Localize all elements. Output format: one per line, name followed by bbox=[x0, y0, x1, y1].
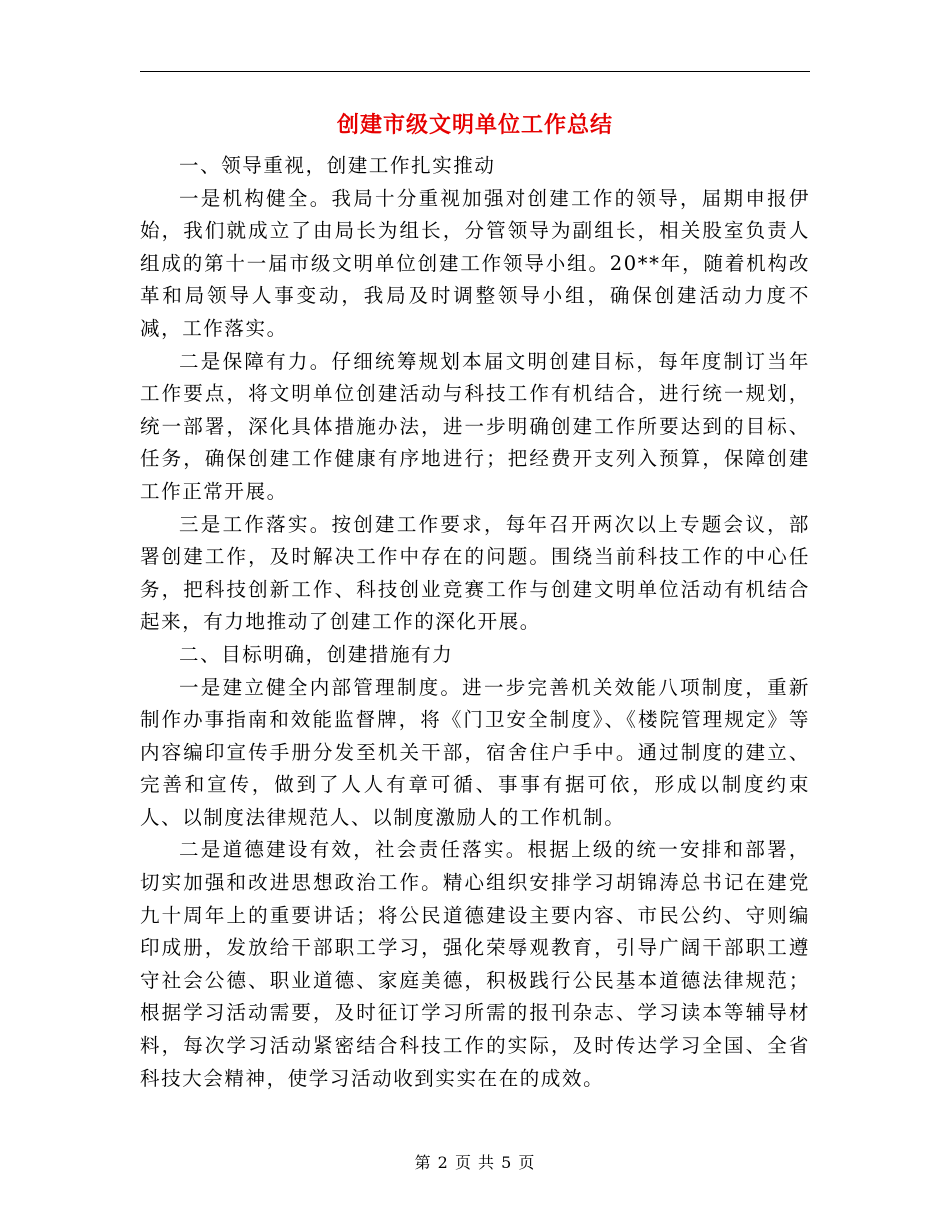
header-rule bbox=[140, 71, 810, 72]
document-title: 创建市级文明单位工作总结 bbox=[336, 112, 613, 138]
page-number: 第 2 页 共 5 页 bbox=[414, 1153, 536, 1172]
paragraph-guarantee: 二是保障有力。仔细统筹规划本届文明创建目标，每年度制订当年工作要点，将文明单位创建活动与科技工作有机结合，进行统一规划，统一部署，深化具体措施办法，进一步明确创建工作所要达到的目标、任务，确保创建工作健康有序地进行；把经费开支列入预算，保障创建工作正常开展。 bbox=[140, 349, 810, 503]
paragraph-implementation: 三是工作落实。按创建工作要求，每年召开两次以上专题会议，部署创建工作，及时解决工作中存在的问题。围绕当前科技工作的中心任务，把科技创新工作、科技创业竞赛工作与创建文明单位活动有机结合起来，有力地推动了创建工作的深化开展。 bbox=[140, 512, 810, 634]
paragraph-management-system: 一是建立健全内部管理制度。进一步完善机关效能八项制度，重新制作办事指南和效能监督牌，将《门卫安全制度》、《楼院管理规定》等内容编印宣传手册分发至机关干部，宿舍住户手中。通过制度的建立、完善和宣传，做到了人人有章可循、事事有据可依，形成以制度约束人、以制度法律规范人、以制度激励人的工作机制。 bbox=[140, 675, 810, 829]
section-heading-2: 二、目标明确，创建措施有力 bbox=[179, 642, 454, 666]
paragraph-moral-construction: 二是道德建设有效，社会责任落实。根据上级的统一安排和部署，切实加强和改进思想政治工作。精心组织安排学习胡锦涛总书记在建党九十周年上的重要讲话；将公民道德建设主要内容、市民公约、守则编印成册，发放给干部职工学习，强化荣辱观教育，引导广阔干部职工遵守社会公德、职业道德、家庭美德，积极践行公民基本道德法律规范；根据学习活动需要，及时征订学习所需的报刊杂志、学习读本等辅导材料，每次学习活动紧密结合科技工作的实际，及时传达学习全国、全省科技大会精神，使学习活动收到实实在在的成效。 bbox=[140, 838, 810, 1090]
paragraph-organization: 一是机构健全。我局十分重视加强对创建工作的领导，届期申报伊始，我们就成立了由局长为组长，分管领导为副组长，相关股室负责人组成的第十一届市级文明单位创建工作领导小组。20**年，随着机构改革和局领导人事变动，我局及时调整领导小组，确保创建活动力度不减，工作落实。 bbox=[140, 186, 810, 340]
section-heading-1: 一、领导重视，创建工作扎实推动 bbox=[179, 154, 496, 177]
document-body bbox=[140, 150, 810, 1095]
